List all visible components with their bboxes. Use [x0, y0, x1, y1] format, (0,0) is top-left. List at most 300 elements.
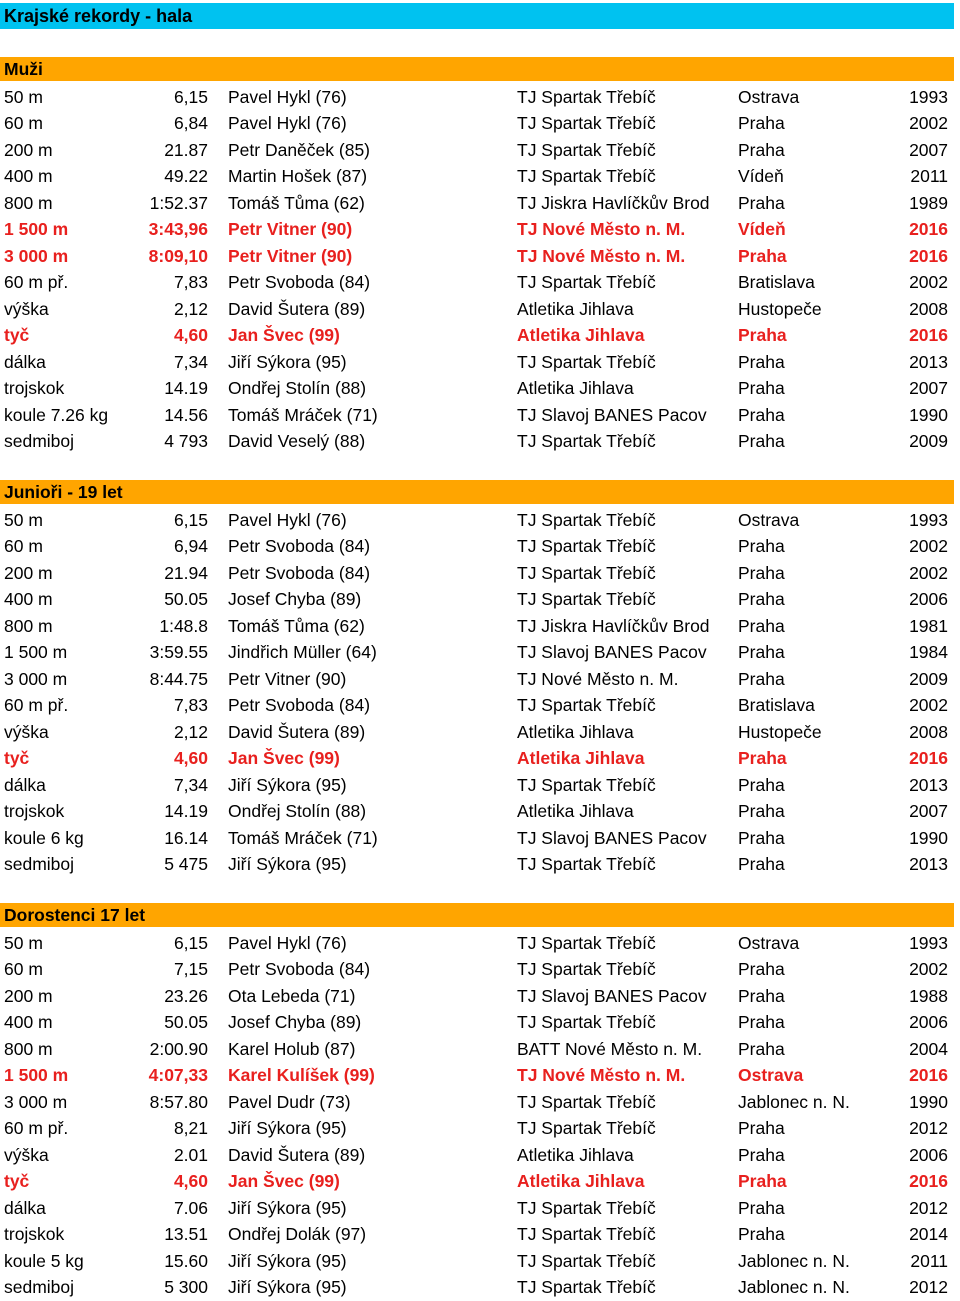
record-year: 2002	[909, 959, 948, 979]
record-place: Praha	[738, 536, 785, 556]
record-event: 800 m	[4, 1038, 53, 1059]
record-club: TJ Spartak Třebíč	[517, 509, 656, 530]
table-row	[0, 1089, 954, 1116]
page-title: Krajské rekordy - hala	[0, 3, 954, 29]
record-year: 2008	[909, 721, 948, 742]
record-athlete: Jiří Sýkora (95)	[228, 1118, 347, 1138]
table-row	[0, 639, 954, 666]
record-athlete: Ondřej Stolín (88)	[228, 378, 367, 398]
record-athlete: Petr Svoboda (84)	[228, 562, 371, 583]
section-header: Dorostenci 17 let	[0, 903, 954, 927]
record-athlete: Ondřej Stolín (88)	[228, 801, 367, 821]
table-row	[0, 956, 954, 983]
record-event: 3 000 m	[4, 1091, 68, 1112]
record-result: 2.01	[173, 1144, 208, 1165]
record-event: dálka	[4, 351, 46, 372]
record-result: 3:43,96	[148, 219, 208, 239]
record-athlete: Pavel Dudr (73)	[228, 1091, 351, 1112]
record-club: TJ Nové Město n. M.	[517, 245, 686, 266]
table-row	[0, 1195, 954, 1222]
record-athlete: Pavel Hykl (76)	[228, 86, 347, 107]
record-athlete: Martin Hošek (87)	[228, 166, 368, 186]
record-year: 2007	[909, 378, 948, 398]
record-event: koule 6 kg	[4, 827, 84, 848]
record-result: 14.19	[164, 801, 208, 821]
record-place: Praha	[738, 748, 787, 768]
record-club: TJ Spartak Třebíč	[517, 562, 656, 583]
record-event: 400 m	[4, 166, 53, 186]
record-club: TJ Spartak Třebíč	[517, 431, 656, 451]
record-year: 1989	[909, 192, 948, 213]
record-athlete: Karel Holub (87)	[228, 1038, 356, 1059]
record-athlete: Petr Svoboda (84)	[228, 695, 371, 715]
record-year: 1981	[909, 615, 948, 636]
record-athlete: Jindřich Müller (64)	[228, 642, 377, 662]
record-event: 60 m	[4, 536, 43, 556]
record-place: Jablonec n. N.	[738, 1091, 850, 1112]
record-place: Praha	[738, 404, 785, 425]
record-year: 2013	[909, 351, 948, 372]
record-club: TJ Spartak Třebíč	[517, 351, 656, 372]
record-year: 2013	[909, 854, 948, 874]
table-row	[0, 163, 954, 190]
record-year: 2009	[909, 668, 948, 689]
record-result: 4,60	[173, 748, 208, 768]
table-row	[0, 930, 954, 957]
record-place: Praha	[738, 1171, 787, 1191]
record-place: Praha	[738, 139, 785, 160]
record-year: 2012	[909, 1277, 948, 1297]
record-athlete: Jiří Sýkora (95)	[228, 1250, 347, 1271]
record-result: 4,60	[173, 325, 208, 345]
record-result: 2:00.90	[149, 1038, 208, 1059]
records-table	[0, 84, 954, 455]
table-row	[0, 1036, 954, 1063]
record-year: 2002	[909, 272, 948, 292]
table-row	[0, 745, 954, 772]
table-row	[0, 586, 954, 613]
record-event: výška	[4, 721, 49, 742]
record-place: Hustopeče	[738, 298, 822, 319]
record-result: 14.19	[164, 378, 208, 398]
record-athlete: Tomáš Tůma (62)	[228, 615, 365, 636]
record-club: TJ Slavoj BANES Pacov	[517, 642, 707, 662]
record-club: Atletika Jihlava	[517, 801, 634, 821]
record-event: dálka	[4, 1197, 46, 1218]
record-event: 60 m	[4, 959, 43, 979]
record-athlete: David Šutera (89)	[228, 298, 366, 319]
record-event: 1 500 m	[4, 642, 68, 662]
record-event: trojskok	[4, 378, 65, 398]
record-athlete: Jiří Sýkora (95)	[228, 854, 347, 874]
record-place: Praha	[738, 801, 785, 821]
record-club: TJ Spartak Třebíč	[517, 113, 656, 133]
record-result: 50.05	[164, 1012, 208, 1032]
record-club: TJ Spartak Třebíč	[517, 86, 656, 107]
record-club: Atletika Jihlava	[517, 1171, 645, 1191]
table-row	[0, 825, 954, 852]
record-year: 2016	[909, 1065, 948, 1085]
record-event: trojskok	[4, 1224, 65, 1244]
table-row	[0, 613, 954, 640]
record-place: Praha	[738, 774, 785, 795]
record-club: TJ Spartak Třebíč	[517, 1118, 656, 1138]
record-year: 2009	[909, 431, 948, 451]
table-row	[0, 507, 954, 534]
section-header: Junioři - 19 let	[0, 480, 954, 504]
record-club: Atletika Jihlava	[517, 721, 634, 742]
record-athlete: Petr Svoboda (84)	[228, 272, 371, 292]
record-athlete: Pavel Hykl (76)	[228, 509, 347, 530]
table-row	[0, 375, 954, 402]
record-event: 60 m	[4, 113, 43, 133]
table-row	[0, 190, 954, 217]
record-club: Atletika Jihlava	[517, 325, 645, 345]
record-club: TJ Slavoj BANES Pacov	[517, 827, 707, 848]
record-club: TJ Spartak Třebíč	[517, 959, 656, 979]
record-event: 200 m	[4, 139, 53, 160]
table-row	[0, 84, 954, 111]
record-club: TJ Spartak Třebíč	[517, 854, 656, 874]
record-place: Praha	[738, 192, 785, 213]
record-place: Vídeň	[738, 166, 784, 186]
record-year: 2012	[909, 1197, 948, 1218]
record-event: tyč	[4, 748, 30, 768]
record-event: 1 500 m	[4, 219, 69, 239]
record-club: TJ Jiskra Havlíčkův Brod	[517, 192, 710, 213]
record-year: 2006	[909, 1012, 948, 1032]
table-row	[0, 798, 954, 825]
record-result: 7,34	[173, 351, 208, 372]
record-year: 1993	[909, 509, 948, 530]
record-place: Jablonec n. N.	[738, 1277, 850, 1297]
record-athlete: Josef Chyba (89)	[228, 1012, 362, 1032]
record-result: 7,83	[173, 695, 208, 715]
record-club: TJ Spartak Třebíč	[517, 1091, 656, 1112]
record-place: Praha	[738, 668, 785, 689]
table-row	[0, 243, 954, 270]
section-header: Muži	[0, 57, 954, 81]
record-place: Praha	[738, 351, 785, 372]
record-event: 800 m	[4, 615, 53, 636]
record-place: Praha	[738, 1197, 785, 1218]
record-event: 400 m	[4, 1012, 53, 1032]
record-result: 4 793	[164, 431, 208, 451]
record-athlete: Tomáš Tůma (62)	[228, 192, 365, 213]
record-event: 1 500 m	[4, 1065, 69, 1085]
table-row	[0, 216, 954, 243]
record-club: TJ Spartak Třebíč	[517, 1197, 656, 1218]
record-result: 1:52.37	[149, 192, 208, 213]
record-athlete: Petr Daněček (85)	[228, 139, 371, 160]
record-result: 6,15	[173, 932, 208, 953]
record-place: Ostrava	[738, 509, 800, 530]
table-row	[0, 1274, 954, 1301]
record-year: 2014	[909, 1224, 948, 1244]
record-result: 4,60	[173, 1171, 208, 1191]
table-row	[0, 1221, 954, 1248]
record-place: Praha	[738, 1118, 785, 1138]
section-dorostenci	[0, 903, 954, 1301]
table-row	[0, 1248, 954, 1275]
record-result: 2,12	[173, 721, 208, 742]
record-place: Praha	[738, 378, 785, 398]
record-place: Praha	[738, 642, 785, 662]
table-row	[0, 719, 954, 746]
record-place: Praha	[738, 562, 785, 583]
record-place: Praha	[738, 325, 787, 345]
record-athlete: Pavel Hykl (76)	[228, 113, 347, 133]
record-athlete: Tomáš Mráček (71)	[228, 827, 378, 848]
section-juniori	[0, 480, 954, 878]
record-club: Atletika Jihlava	[517, 748, 645, 768]
record-year: 1990	[909, 1091, 948, 1112]
record-club: Atletika Jihlava	[517, 1144, 634, 1165]
record-year: 2011	[910, 166, 948, 186]
record-place: Bratislava	[738, 695, 815, 715]
record-club: TJ Spartak Třebíč	[517, 139, 656, 160]
record-club: TJ Spartak Třebíč	[517, 272, 656, 292]
record-result: 21.87	[164, 139, 208, 160]
record-athlete: David Šutera (89)	[228, 721, 366, 742]
records-table	[0, 930, 954, 1301]
record-place: Praha	[738, 1038, 785, 1059]
table-row	[0, 1168, 954, 1195]
record-athlete: Jiří Sýkora (95)	[228, 1197, 347, 1218]
record-place: Praha	[738, 245, 787, 266]
table-row	[0, 349, 954, 376]
record-year: 2002	[909, 695, 948, 715]
table-row	[0, 110, 954, 137]
table-row	[0, 402, 954, 429]
record-athlete: Petr Vitner (90)	[228, 245, 353, 266]
record-athlete: Ondřej Dolák (97)	[228, 1224, 367, 1244]
record-athlete: Tomáš Mráček (71)	[228, 404, 378, 425]
record-athlete: Josef Chyba (89)	[228, 589, 362, 609]
record-result: 14.56	[164, 404, 208, 425]
records-table	[0, 507, 954, 878]
record-club: Atletika Jihlava	[517, 298, 634, 319]
record-result: 16.14	[164, 827, 208, 848]
record-result: 6,94	[173, 536, 208, 556]
record-result: 7,83	[173, 272, 208, 292]
record-event: 50 m	[4, 932, 43, 953]
table-row	[0, 1009, 954, 1036]
table-row	[0, 560, 954, 587]
record-club: BATT Nové Město n. M.	[517, 1038, 703, 1059]
record-club: TJ Spartak Třebíč	[517, 166, 656, 186]
record-club: TJ Jiskra Havlíčkův Brod	[517, 615, 710, 636]
record-event: trojskok	[4, 801, 65, 821]
record-year: 1984	[909, 642, 948, 662]
record-event: sedmiboj	[4, 1277, 75, 1297]
record-place: Vídeň	[738, 219, 786, 239]
record-event: 200 m	[4, 562, 53, 583]
record-result: 5 300	[164, 1277, 208, 1297]
record-athlete: Karel Kulíšek (99)	[228, 1065, 375, 1085]
record-athlete: David Veselý (88)	[228, 431, 366, 451]
record-club: TJ Slavoj BANES Pacov	[517, 404, 707, 425]
record-place: Praha	[738, 985, 785, 1006]
record-athlete: Petr Svoboda (84)	[228, 959, 371, 979]
record-result: 8:09,10	[148, 245, 208, 266]
record-event: koule 5 kg	[4, 1250, 84, 1271]
record-year: 1988	[909, 985, 948, 1006]
record-club: TJ Spartak Třebíč	[517, 774, 656, 795]
record-event: tyč	[4, 1171, 30, 1191]
record-club: TJ Nové Město n. M.	[517, 1065, 686, 1085]
record-year: 2007	[909, 139, 948, 160]
record-place: Praha	[738, 615, 785, 636]
table-row	[0, 1062, 954, 1089]
record-club: TJ Spartak Třebíč	[517, 1250, 656, 1271]
record-place: Ostrava	[738, 932, 800, 953]
record-place: Hustopeče	[738, 721, 822, 742]
record-result: 23.26	[164, 985, 208, 1006]
table-row	[0, 1142, 954, 1169]
record-athlete: Jan Švec (99)	[228, 748, 340, 768]
record-club: TJ Slavoj BANES Pacov	[517, 985, 707, 1006]
record-event: dálka	[4, 774, 46, 795]
record-athlete: Petr Svoboda (84)	[228, 536, 371, 556]
record-result: 49.22	[164, 166, 208, 186]
record-year: 1993	[909, 932, 948, 953]
record-result: 1:48.8	[159, 615, 208, 636]
record-club: TJ Spartak Třebíč	[517, 695, 656, 715]
record-event: tyč	[4, 325, 30, 345]
record-event: sedmiboj	[4, 854, 75, 874]
record-athlete: Jiří Sýkora (95)	[228, 1277, 347, 1297]
record-place: Praha	[738, 589, 785, 609]
record-result: 8:57.80	[149, 1091, 208, 1112]
record-result: 6,84	[173, 113, 208, 133]
record-place: Praha	[738, 959, 785, 979]
record-athlete: Ota Lebeda (71)	[228, 985, 356, 1006]
table-row	[0, 851, 954, 878]
record-year: 2011	[910, 1250, 948, 1271]
record-year: 1993	[909, 86, 948, 107]
record-result: 5 475	[164, 854, 208, 874]
record-year: 2007	[909, 801, 948, 821]
record-event: 60 m př.	[4, 1118, 69, 1138]
record-place: Praha	[738, 1012, 785, 1032]
record-place: Praha	[738, 827, 785, 848]
record-year: 2002	[909, 536, 948, 556]
table-row	[0, 692, 954, 719]
record-year: 2012	[909, 1118, 948, 1138]
record-year: 2008	[909, 298, 948, 319]
table-row	[0, 137, 954, 164]
record-year: 2016	[909, 245, 948, 266]
table-row	[0, 1115, 954, 1142]
record-event: 50 m	[4, 509, 43, 530]
record-club: TJ Nové Město n. M.	[517, 668, 679, 689]
record-year: 2016	[909, 748, 948, 768]
record-result: 7,15	[173, 959, 208, 979]
table-row	[0, 322, 954, 349]
record-athlete: Petr Vitner (90)	[228, 219, 353, 239]
record-year: 2016	[909, 219, 948, 239]
record-year: 2013	[909, 774, 948, 795]
record-event: 3 000 m	[4, 245, 69, 266]
record-club: Atletika Jihlava	[517, 378, 634, 398]
record-club: TJ Nové Město n. M.	[517, 219, 686, 239]
record-club: TJ Spartak Třebíč	[517, 1224, 656, 1244]
record-place: Ostrava	[738, 86, 800, 107]
record-year: 1990	[909, 827, 948, 848]
record-year: 2016	[909, 325, 948, 345]
record-club: TJ Spartak Třebíč	[517, 536, 656, 556]
record-year: 2016	[909, 1171, 948, 1191]
record-place: Praha	[738, 113, 785, 133]
record-athlete: Jiří Sýkora (95)	[228, 351, 347, 372]
record-athlete: Jan Švec (99)	[228, 325, 340, 345]
table-row	[0, 983, 954, 1010]
section-muzi	[0, 57, 954, 455]
record-year: 2002	[909, 113, 948, 133]
record-result: 7,34	[173, 774, 208, 795]
record-athlete: Jiří Sýkora (95)	[228, 774, 347, 795]
record-year: 2006	[909, 589, 948, 609]
record-year: 2004	[909, 1038, 948, 1059]
record-place: Bratislava	[738, 272, 815, 292]
record-place: Jablonec n. N.	[738, 1250, 850, 1271]
record-event: 400 m	[4, 589, 53, 609]
record-place: Praha	[738, 1224, 785, 1244]
record-athlete: Petr Vitner (90)	[228, 668, 347, 689]
record-club: TJ Spartak Třebíč	[517, 932, 656, 953]
record-athlete: Pavel Hykl (76)	[228, 932, 347, 953]
record-event: 200 m	[4, 985, 53, 1006]
record-event: 3 000 m	[4, 668, 68, 689]
record-result: 7.06	[173, 1197, 208, 1218]
record-athlete: David Šutera (89)	[228, 1144, 366, 1165]
table-row	[0, 533, 954, 560]
record-event: 800 m	[4, 192, 53, 213]
table-row	[0, 269, 954, 296]
record-club: TJ Spartak Třebíč	[517, 1277, 656, 1297]
record-event: 60 m př.	[4, 272, 69, 292]
table-row	[0, 296, 954, 323]
record-place: Ostrava	[738, 1065, 804, 1085]
record-result: 6,15	[173, 509, 208, 530]
record-result: 2,12	[173, 298, 208, 319]
record-club: TJ Spartak Třebíč	[517, 589, 656, 609]
record-result: 6,15	[173, 86, 208, 107]
record-place: Praha	[738, 1144, 785, 1165]
record-place: Praha	[738, 854, 785, 874]
record-club: TJ Spartak Třebíč	[517, 1012, 656, 1032]
record-result: 4:07,33	[148, 1065, 208, 1085]
record-result: 15.60	[164, 1250, 208, 1271]
record-result: 21.94	[164, 562, 208, 583]
record-result: 8:44.75	[149, 668, 208, 689]
table-row	[0, 428, 954, 455]
record-athlete: Jan Švec (99)	[228, 1171, 340, 1191]
record-result: 50.05	[164, 589, 208, 609]
table-row	[0, 772, 954, 799]
record-event: 50 m	[4, 86, 43, 107]
record-event: výška	[4, 1144, 49, 1165]
record-event: sedmiboj	[4, 431, 75, 451]
record-year: 1990	[909, 404, 948, 425]
record-result: 8,21	[173, 1118, 208, 1138]
record-event: výška	[4, 298, 49, 319]
record-year: 2002	[909, 562, 948, 583]
record-result: 3:59.55	[149, 642, 208, 662]
record-result: 13.51	[164, 1224, 208, 1244]
record-event: koule 7.26 kg	[4, 404, 109, 425]
